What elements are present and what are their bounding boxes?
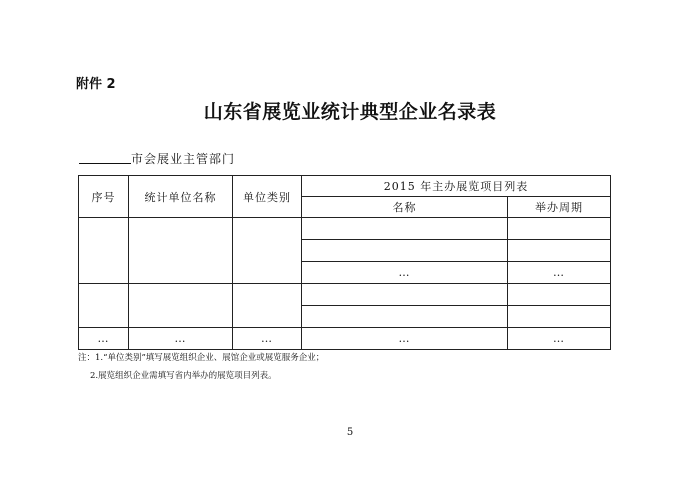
cell-unit-type: … [233,328,302,350]
cell-unit-type [233,218,302,284]
cell-cycle [508,240,611,262]
enterprise-table [78,175,611,350]
header-cycle: 举办周期 [508,197,611,218]
header-name: 名称 [302,197,508,218]
header-project-list: 2015 年主办展览项目列表 [302,176,611,197]
cell-cycle [508,218,611,240]
note-line-1: 注：1.“单位类别”填写展览组织企业、展馆企业或展览服务企业； [78,353,325,363]
header-unit-name: 统计单位名称 [129,176,233,218]
cell-cycle [508,284,611,306]
cell-name: … [302,262,508,284]
blank-underline [79,151,131,164]
cell-name [302,306,508,328]
cell-name [302,240,508,262]
cell-no: … [79,328,129,350]
table-row [79,328,611,350]
cell-name: … [302,328,508,350]
header-unit-type: 单位类别 [233,176,302,218]
department-line [79,150,235,167]
page-number: 5 [346,427,354,438]
cell-unit-name [129,218,233,284]
cell-unit-name: … [129,328,233,350]
page-title: 山东省展览业统计典型企业名录表 [203,101,497,123]
cell-no [79,218,129,284]
attachment-label: 附件 2 [76,77,116,92]
cell-no [79,284,129,328]
header-no: 序号 [79,176,129,218]
table-row [79,284,611,306]
cell-name [302,284,508,306]
cell-cycle: … [508,262,611,284]
table-row [79,218,611,240]
note-line-2: 2.展览组织企业需填写省内举办的展览项目列表。 [90,371,277,381]
cell-name [302,218,508,240]
cell-unit-type [233,284,302,328]
cell-cycle [508,306,611,328]
cell-cycle: … [508,328,611,350]
cell-unit-name [129,284,233,328]
department-label: 市会展业主管部门 [131,152,236,166]
